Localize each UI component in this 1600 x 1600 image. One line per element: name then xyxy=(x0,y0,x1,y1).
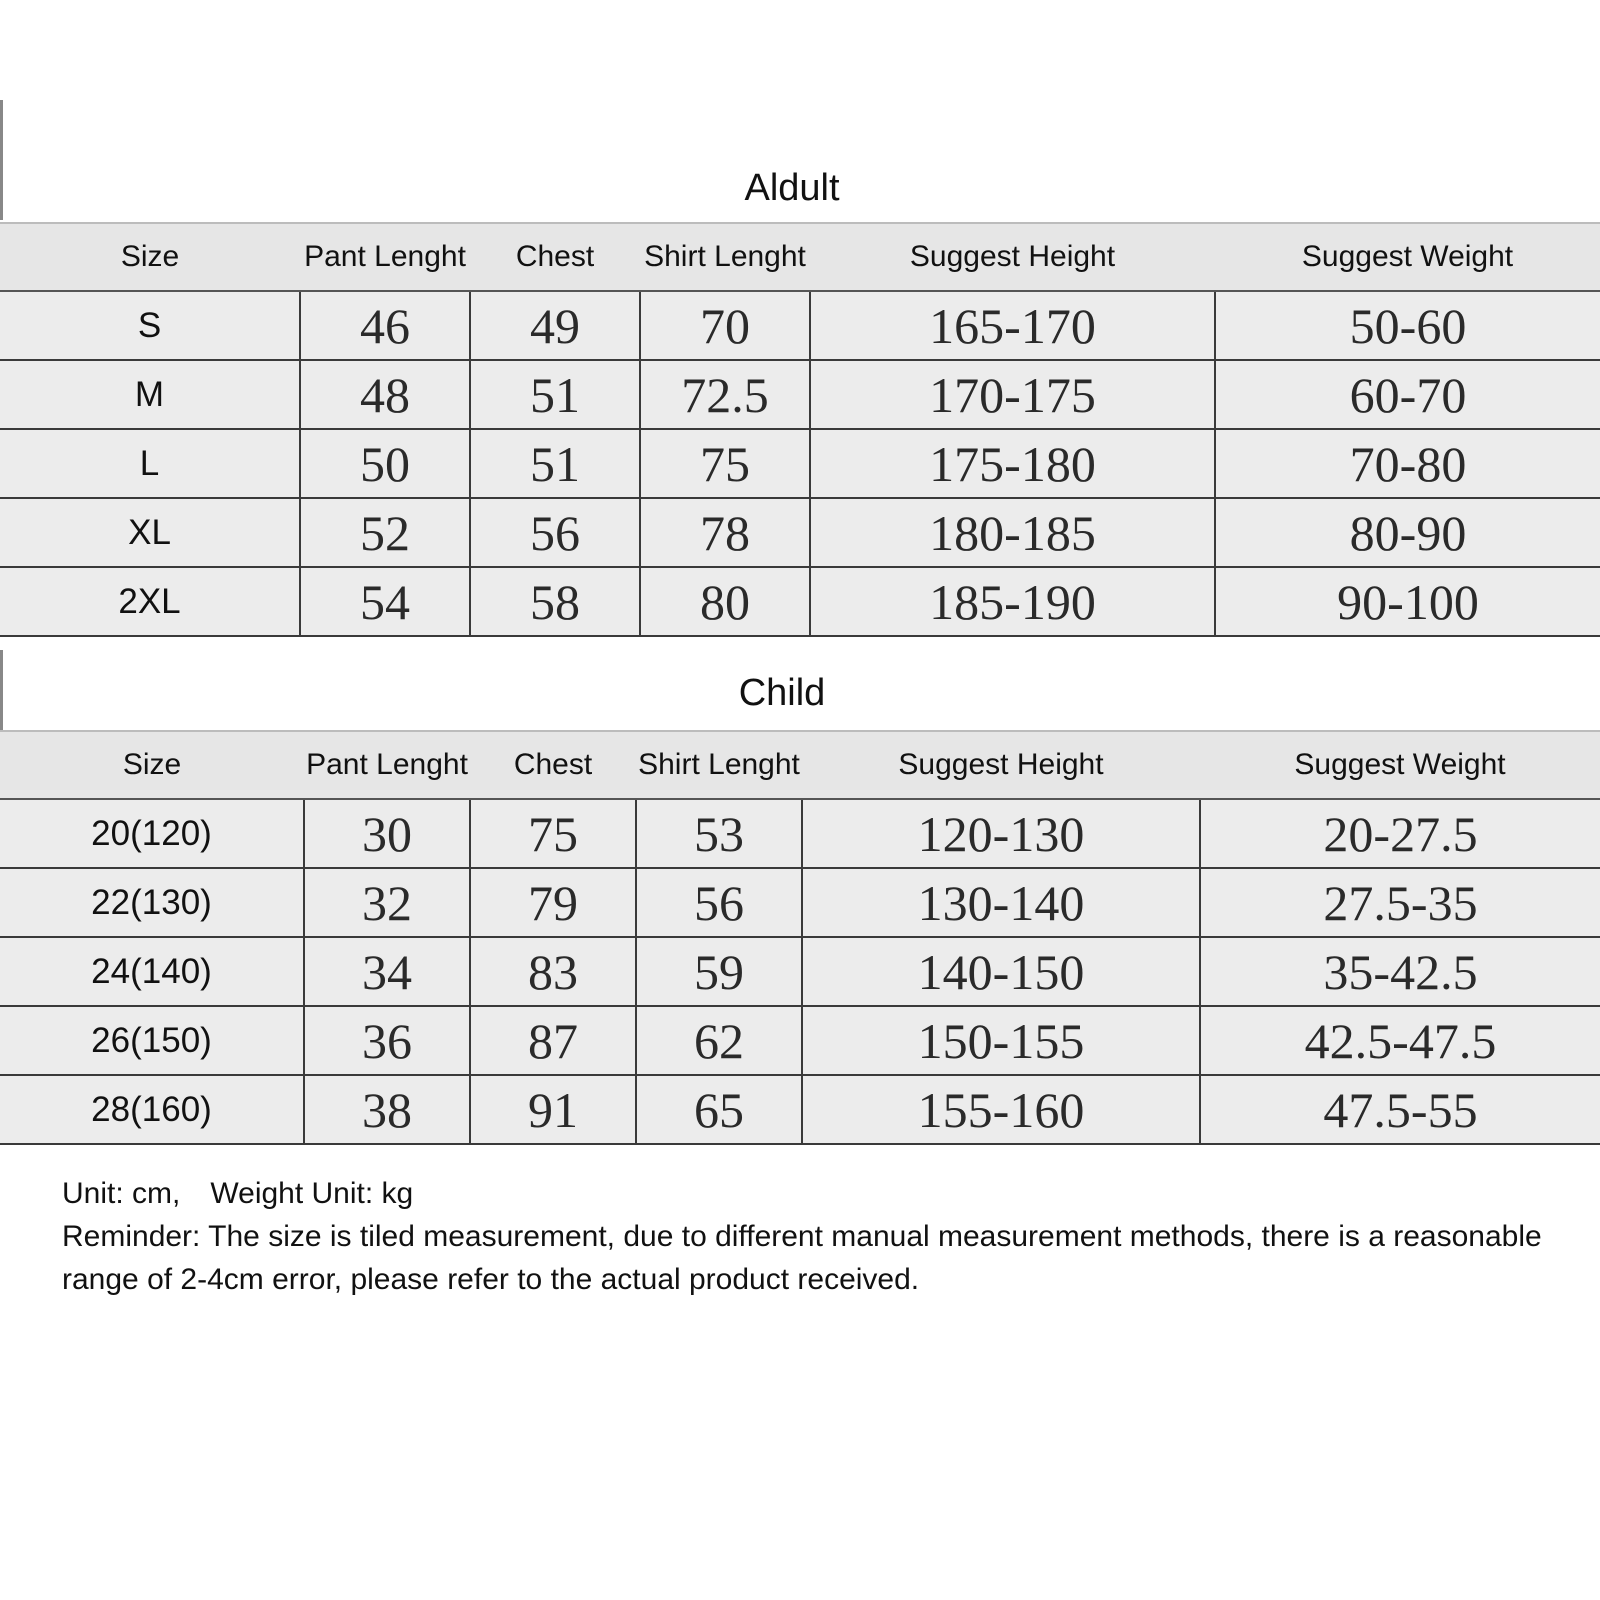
size-cell: 2XL xyxy=(0,567,300,636)
chest-cell: 56 xyxy=(470,498,640,567)
column-header-shirt-length: Shirt Lenght xyxy=(636,731,802,799)
weight-cell: 60-70 xyxy=(1215,360,1600,429)
column-header-suggest-height: Suggest Height xyxy=(802,731,1200,799)
table-header-row xyxy=(0,731,1600,799)
chest-cell: 75 xyxy=(470,799,636,868)
adult-size-table xyxy=(0,222,1600,637)
pant-length-cell: 38 xyxy=(304,1075,470,1144)
column-header-suggest-weight: Suggest Weight xyxy=(1200,731,1600,799)
size-notes xyxy=(62,1172,1572,1301)
height-cell: 130-140 xyxy=(802,868,1200,937)
weight-cell: 20-27.5 xyxy=(1200,799,1600,868)
column-header-suggest-height: Suggest Height xyxy=(810,223,1215,291)
shirt-length-cell: 80 xyxy=(640,567,810,636)
table-header-row xyxy=(0,223,1600,291)
column-header-chest: Chest xyxy=(470,223,640,291)
shirt-length-cell: 59 xyxy=(636,937,802,1006)
column-header-pant-length: Pant Lenght xyxy=(304,731,470,799)
shirt-length-cell: 78 xyxy=(640,498,810,567)
reminder-text: Reminder: The size is tiled measurement, due to different manual measurement methods, there is a reasonable range of 2-4cm error, please refer to the actual product received. xyxy=(62,1220,1542,1296)
height-cell: 185-190 xyxy=(810,567,1215,636)
column-header-size: Size xyxy=(0,223,300,291)
pant-length-cell: 46 xyxy=(300,291,470,360)
height-cell: 120-130 xyxy=(802,799,1200,868)
chest-cell: 49 xyxy=(470,291,640,360)
unit-text: Unit: cm, xyxy=(62,1177,181,1210)
chest-cell: 51 xyxy=(470,429,640,498)
height-cell: 175-180 xyxy=(810,429,1215,498)
table-row xyxy=(0,799,1600,868)
pant-length-cell: 50 xyxy=(300,429,470,498)
chest-cell: 58 xyxy=(470,567,640,636)
height-cell: 155-160 xyxy=(802,1075,1200,1144)
column-header-size: Size xyxy=(0,731,304,799)
table-row xyxy=(0,360,1600,429)
left-border-line xyxy=(0,100,3,220)
chest-cell: 91 xyxy=(470,1075,636,1144)
table-row xyxy=(0,1075,1600,1144)
weight-cell: 35-42.5 xyxy=(1200,937,1600,1006)
chest-cell: 51 xyxy=(470,360,640,429)
pant-length-cell: 36 xyxy=(304,1006,470,1075)
child-section-title: Child xyxy=(738,672,826,714)
size-cell: 20(120) xyxy=(0,799,304,868)
left-border-line xyxy=(0,650,3,730)
table-row xyxy=(0,498,1600,567)
shirt-length-cell: 72.5 xyxy=(640,360,810,429)
table-row xyxy=(0,868,1600,937)
table-row xyxy=(0,937,1600,1006)
pant-length-cell: 30 xyxy=(304,799,470,868)
size-cell: 22(130) xyxy=(0,868,304,937)
size-cell: L xyxy=(0,429,300,498)
pant-length-cell: 54 xyxy=(300,567,470,636)
shirt-length-cell: 65 xyxy=(636,1075,802,1144)
column-header-chest: Chest xyxy=(470,731,636,799)
height-cell: 165-170 xyxy=(810,291,1215,360)
weight-cell: 70-80 xyxy=(1215,429,1600,498)
weight-cell: 50-60 xyxy=(1215,291,1600,360)
size-cell: 24(140) xyxy=(0,937,304,1006)
size-cell: S xyxy=(0,291,300,360)
height-cell: 140-150 xyxy=(802,937,1200,1006)
height-cell: 180-185 xyxy=(810,498,1215,567)
shirt-length-cell: 75 xyxy=(640,429,810,498)
shirt-length-cell: 53 xyxy=(636,799,802,868)
weight-cell: 90-100 xyxy=(1215,567,1600,636)
pant-length-cell: 34 xyxy=(304,937,470,1006)
shirt-length-cell: 70 xyxy=(640,291,810,360)
child-size-table xyxy=(0,730,1600,1145)
weight-cell: 42.5-47.5 xyxy=(1200,1006,1600,1075)
shirt-length-cell: 62 xyxy=(636,1006,802,1075)
table-row xyxy=(0,567,1600,636)
weight-cell: 47.5-55 xyxy=(1200,1075,1600,1144)
pant-length-cell: 32 xyxy=(304,868,470,937)
weight-unit-text: Weight Unit: kg xyxy=(210,1177,414,1210)
shirt-length-cell: 56 xyxy=(636,868,802,937)
size-cell: 28(160) xyxy=(0,1075,304,1144)
weight-cell: 27.5-35 xyxy=(1200,868,1600,937)
table-row xyxy=(0,291,1600,360)
size-cell: XL xyxy=(0,498,300,567)
table-row xyxy=(0,1006,1600,1075)
height-cell: 150-155 xyxy=(802,1006,1200,1075)
chest-cell: 79 xyxy=(470,868,636,937)
size-cell: M xyxy=(0,360,300,429)
pant-length-cell: 52 xyxy=(300,498,470,567)
column-header-shirt-length: Shirt Lenght xyxy=(640,223,810,291)
weight-cell: 80-90 xyxy=(1215,498,1600,567)
table-row xyxy=(0,429,1600,498)
chest-cell: 83 xyxy=(470,937,636,1006)
unit-line xyxy=(62,1172,1572,1215)
adult-section-title: Aldult xyxy=(744,167,840,209)
chest-cell: 87 xyxy=(470,1006,636,1075)
column-header-suggest-weight: Suggest Weight xyxy=(1215,223,1600,291)
pant-length-cell: 48 xyxy=(300,360,470,429)
size-cell: 26(150) xyxy=(0,1006,304,1075)
height-cell: 170-175 xyxy=(810,360,1215,429)
column-header-pant-length: Pant Lenght xyxy=(300,223,470,291)
